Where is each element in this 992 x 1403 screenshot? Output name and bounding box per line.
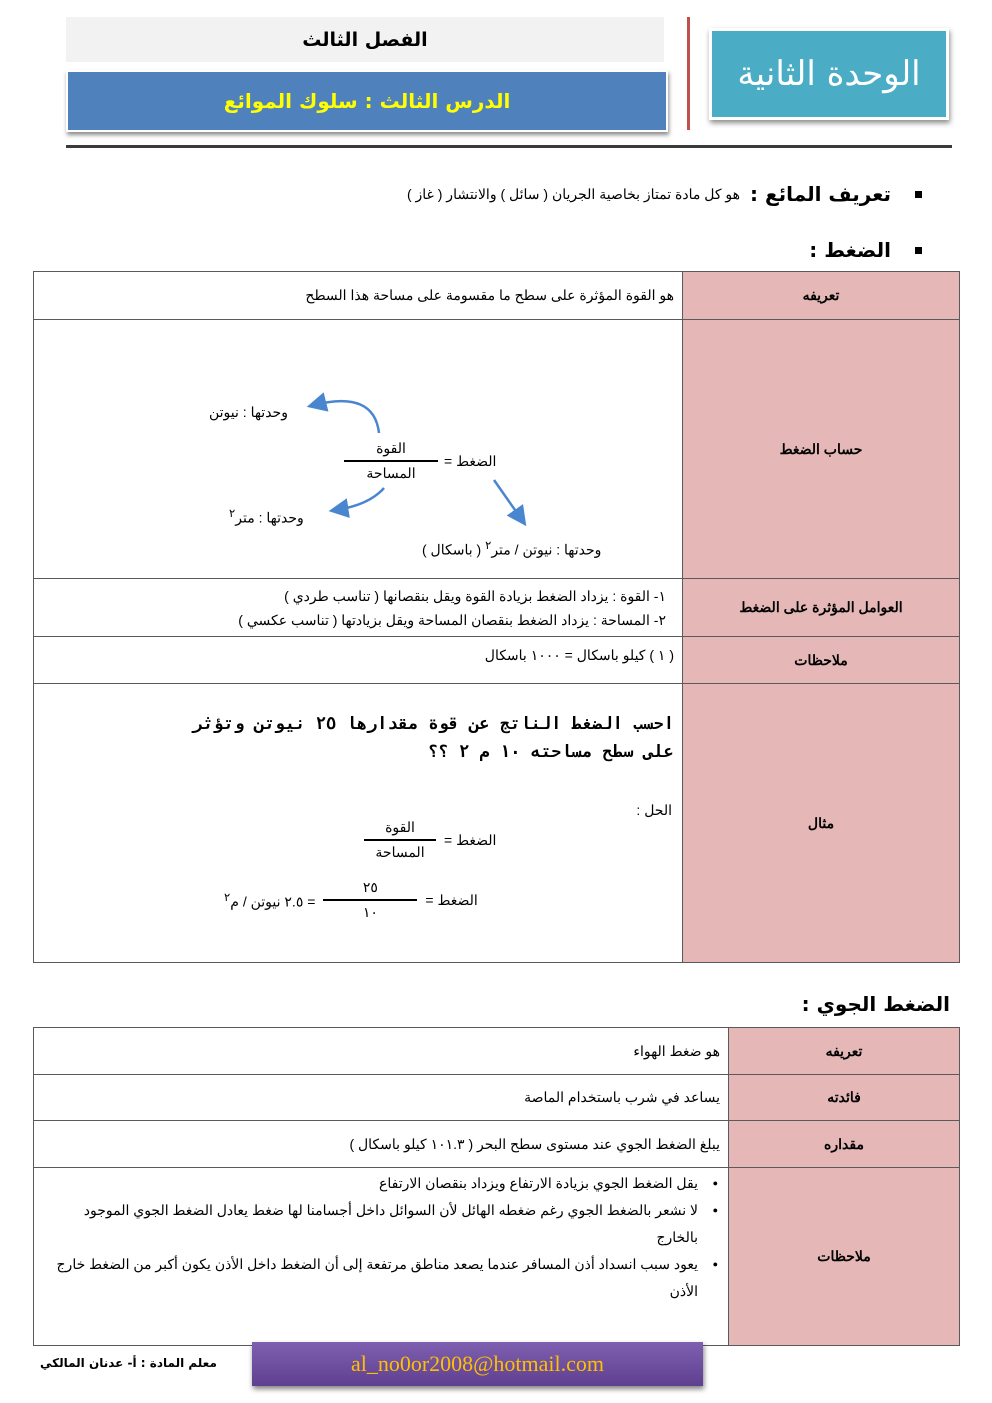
- formula-lhs: الضغط =: [444, 831, 497, 848]
- table-row: [34, 637, 960, 684]
- row-label: مثال: [683, 684, 960, 963]
- table-row: [34, 579, 960, 637]
- result-text: = ٢.٥ نيوتن / م: [230, 893, 316, 910]
- solution-label: الحل :: [636, 802, 672, 818]
- row-label: تعريفه: [683, 272, 960, 320]
- arrow-area-unit: [336, 488, 384, 510]
- unit-title: الوحدة الثانية: [709, 28, 949, 120]
- pressure-unit-text: وحدتها : نيوتن / متر: [491, 541, 602, 558]
- pressure-heading: [809, 238, 922, 262]
- chapter-title: الفصل الثالث: [66, 17, 664, 62]
- teacher-credit: معلم المادة : أ- عدنان المالكي: [40, 1356, 217, 1370]
- bullet-square-icon: [915, 191, 922, 198]
- result-sup: ٢: [224, 890, 231, 904]
- fluid-definition-title: تعريف المائع :: [750, 182, 891, 206]
- pressure-unit-label: [422, 538, 601, 559]
- header-divider: [687, 17, 690, 130]
- question-line: على سطح مساحته ١٠ م ٢ ؟؟: [428, 742, 674, 762]
- formula-fraction: [364, 819, 436, 861]
- pressure-table: [33, 271, 960, 963]
- result-value: [224, 890, 315, 911]
- list-item: ● يعود سبب انسداد أذن المسافر عندما يصعد مناطق مرتفعة إلى أن الضغط داخل الأذن يكون أكبر من الضغط خارج الأذن: [42, 1251, 698, 1305]
- header-rule: [66, 145, 952, 148]
- example-cell: [34, 684, 683, 963]
- calculation-cell: [34, 320, 683, 579]
- fraction-numerator: القوة: [385, 819, 415, 835]
- row-label: حساب الضغط: [683, 320, 960, 579]
- example-question: [193, 710, 674, 766]
- fraction-bar: [364, 839, 436, 841]
- fraction-bar: [344, 460, 438, 462]
- arrow-pressure-unit: [494, 480, 522, 520]
- result-lhs: الضغط =: [425, 891, 478, 908]
- table-row: [34, 1028, 960, 1075]
- row-value: يبلغ الضغط الجوي عند مستوى سطح البحر ( ١٠١.٣ كيلو باسكال ): [34, 1121, 729, 1168]
- fraction-denominator: المساحة: [375, 844, 425, 860]
- row-label: فائدته: [729, 1075, 960, 1121]
- solution-formula: [364, 819, 496, 861]
- table-row: [34, 1168, 960, 1346]
- atmospheric-title: الضغط الجوي :: [801, 992, 950, 1016]
- bullet-square-icon: [915, 247, 922, 254]
- pressure-unit-tail: ( باسكال ): [422, 541, 482, 558]
- area-unit-sup: ٢: [229, 507, 236, 520]
- list-item: ● يقل الضغط الجوي بزيادة الارتفاع ويزداد بنقصان الارتفاع: [42, 1170, 698, 1197]
- factor-item: ٢- المساحة : يزداد الضغط بنقصان المساحة ويقل بزيادتها ( تناسب عكسي ): [238, 611, 666, 628]
- solution-result: [224, 879, 478, 921]
- email-banner: al_no0or2008@hotmail.com: [252, 1342, 703, 1386]
- formula-fraction: [344, 440, 438, 482]
- question-line: احسب الضغط الناتج عن قوة مقدارها ٢٥ نيوتن وتؤثر: [192, 714, 674, 734]
- factor-item: ١- القوة : يزداد الضغط بزيادة القوة ويقل بنقصانها ( تناسب طردي ): [284, 587, 666, 604]
- fraction-denominator: ١٠: [362, 904, 378, 920]
- table-row: [34, 272, 960, 320]
- row-label: ملاحظات: [683, 637, 960, 684]
- area-unit-text: وحدتها : متر: [235, 509, 304, 526]
- fraction-bar: [323, 899, 417, 901]
- pressure-unit-sup: ٢: [485, 539, 492, 552]
- table-row: [34, 1121, 960, 1168]
- row-label: مقداره: [729, 1121, 960, 1168]
- list-item: ● لا نشعر بالضغط الجوي رغم ضغطه الهائل لأن السوائل داخل أجسامنا لها ضغط يعادل الضغط الجوي الموجود بالخارج: [42, 1197, 698, 1251]
- force-unit-label: وحدتها : نيوتن: [209, 404, 288, 420]
- row-label: العوامل المؤثرة على الضغط: [683, 579, 960, 637]
- atmospheric-table: [33, 1027, 960, 1346]
- notes-cell: [34, 1168, 729, 1346]
- fraction-denominator: المساحة: [366, 465, 416, 481]
- fraction-numerator: ٢٥: [362, 879, 378, 895]
- result-fraction: [323, 879, 417, 921]
- arrow-force-unit: [314, 401, 379, 433]
- pressure-formula: [344, 440, 496, 482]
- row-label: تعريفه: [729, 1028, 960, 1075]
- lesson-title: الدرس الثالث : سلوك الموائع: [66, 70, 668, 132]
- row-value: هو القوة المؤثرة على سطح ما مقسومة على مساحة هذا السطح: [34, 272, 683, 320]
- table-row: [34, 320, 960, 579]
- fluid-definition: [407, 182, 922, 206]
- table-row: [34, 684, 960, 963]
- notes-list: [34, 1170, 720, 1305]
- row-value: يساعد في شرب باستخدام الماصة: [34, 1075, 729, 1121]
- formula-lhs: الضغط =: [444, 452, 497, 469]
- area-unit-label: [229, 506, 304, 527]
- table-row: [34, 1075, 960, 1121]
- fraction-numerator: القوة: [376, 440, 406, 456]
- row-value: ( ١ ) كيلو باسكال = ١٠٠٠ باسكال: [34, 637, 683, 684]
- row-label: ملاحظات: [729, 1168, 960, 1346]
- fluid-definition-text: هو كل مادة تمتاز بخاصية الجريان ( سائل ) والانتشار ( غاز ): [406, 185, 741, 202]
- row-value: هو ضغط الهواء: [34, 1028, 729, 1075]
- factors-cell: [34, 579, 683, 637]
- pressure-title: الضغط :: [809, 238, 891, 262]
